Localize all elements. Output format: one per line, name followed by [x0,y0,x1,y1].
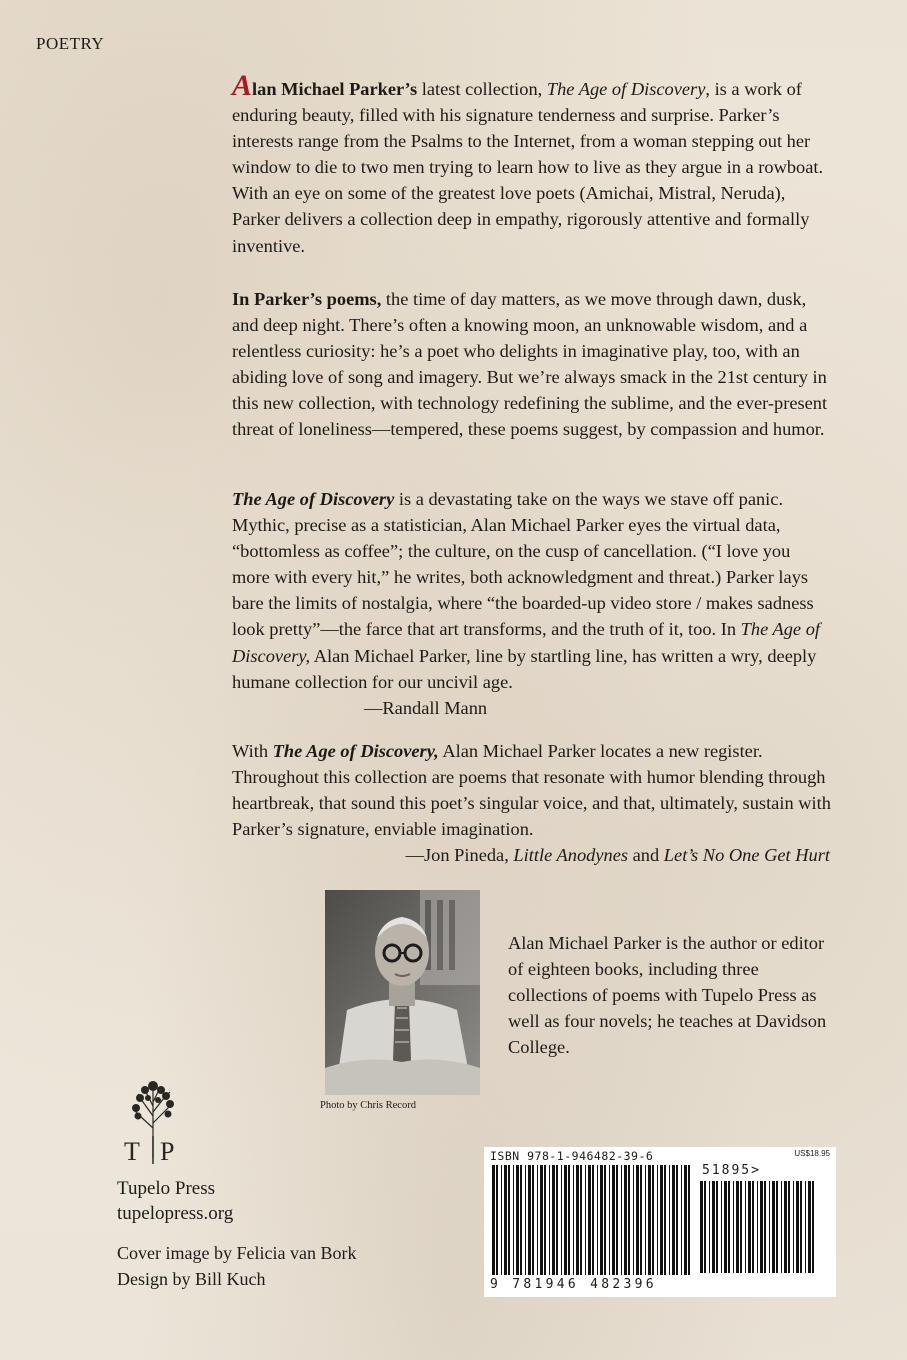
isbn-digits: 9 781946 482396 [490,1277,657,1292]
signature-book: Little Anodynes [513,845,629,866]
lead-in: In Parker’s poems, [232,289,382,309]
author-name: lan Michael Parker’s [252,79,418,99]
tupelo-press-logo [118,1068,188,1178]
genre-label: POETRY [36,34,105,53]
author-photo [325,890,480,1095]
book-title: The Age of Discovery [546,79,706,99]
publisher-website[interactable]: tupelopress.org [117,1203,234,1224]
logo-letter-t: T [124,1137,140,1166]
book-title: The Age of Discovery, [272,741,439,761]
signature-book: Let’s No One Get Hurt [663,845,830,866]
isbn-barcode-bars [492,1165,692,1277]
blurb-signature: —Randall Mann [364,697,488,718]
photo-caption: Photo by Chris Record [320,1100,416,1111]
description-paragraph-1 [232,69,832,259]
signature-name: —Jon Pineda, [405,845,509,866]
book-title: The Age of Discovery [232,489,395,509]
text-span: With [232,741,273,761]
credits [117,1240,356,1292]
signature-conjunction: and [632,845,660,866]
text-span: is a devastating take on the ways we stave off panic. Mythic, precise as a statistician, Alan Michael Parker eyes the virtual data, “bottomless as coffee”; the culture, on the cusp of cancellation. (“I love you more with every hit,” he writes, both acknowledgment and threat.) Parker lays bare the limits of nostalgia, where “the boarded-up video store / makes sadness look pretty”—the farce that art transforms, and the truth of it, too. In [232,489,814,640]
publisher-info [117,1176,233,1226]
text-span: Alan Michael Parker locates a new register. Throughout this collection are poems that resonate with humor blending through heartbreak, that sound this poet’s singular voice, and that, ultimately, sustain with Parker’s signature, enviable imagination. [232,741,831,840]
description-paragraph-2 [232,286,832,443]
blurb-randall-mann [232,486,832,721]
logo-letter-p: P [160,1137,175,1166]
text-span: , is a work of enduring beauty, filled with his signature tenderness and surprise. Parker’s interests range from the Psalms to the Internet, from a woman stepping out her window to die to two men trying to learn how to live as they argue in a rowboat. With an eye on some of the greatest love poets (Amichai, Mistral, Neruda), Parker delivers a collection deep in empathy, rigorously attentive and formally inventive. [232,79,824,256]
blurb-jon-pineda [232,738,832,868]
tree-icon [118,1068,188,1178]
price-barcode-bars [700,1181,825,1293]
author-bio: Alan Michael Parker is the author or editor of eighteen books, including three collections of poems with Tupelo Press as well as four novels; he teaches at Davidson College. [508,933,827,1057]
isbn-label: ISBN 978-1-946482-39-6 [490,1149,654,1163]
design-credit: Design by Bill Kuch [117,1269,266,1289]
blurb-signature [232,842,832,868]
author-portrait-image [325,890,480,1095]
price-label: US$18.95 [794,1149,830,1158]
barcode [484,1147,836,1297]
text-span: latest collection, [417,79,547,99]
addon-digits: 51895> [702,1163,761,1178]
publisher-name: Tupelo Press [117,1178,216,1199]
book-title: The Age of Discovery, [232,619,821,666]
text-span: Alan Michael Parker, line by startling line, has written a wry, deeply humane collection for our uncivil age. [232,645,817,692]
text-span: the time of day matters, as we move through dawn, dusk, and deep night. There’s often a knowing moon, an unknowable wisdom, and a relentless curiosity: he’s a poet who delights in imaginative play, too, with an abiding love of song and imagery. But we’re always smack in the 21st century in this new collection, with technology redefining the sublime, and the ever-present threat of loneliness—tempered, these poems suggest, by compassion and humor. [232,289,828,440]
drop-cap: A [232,69,253,102]
cover-image-credit: Cover image by Felicia van Bork [117,1243,357,1263]
